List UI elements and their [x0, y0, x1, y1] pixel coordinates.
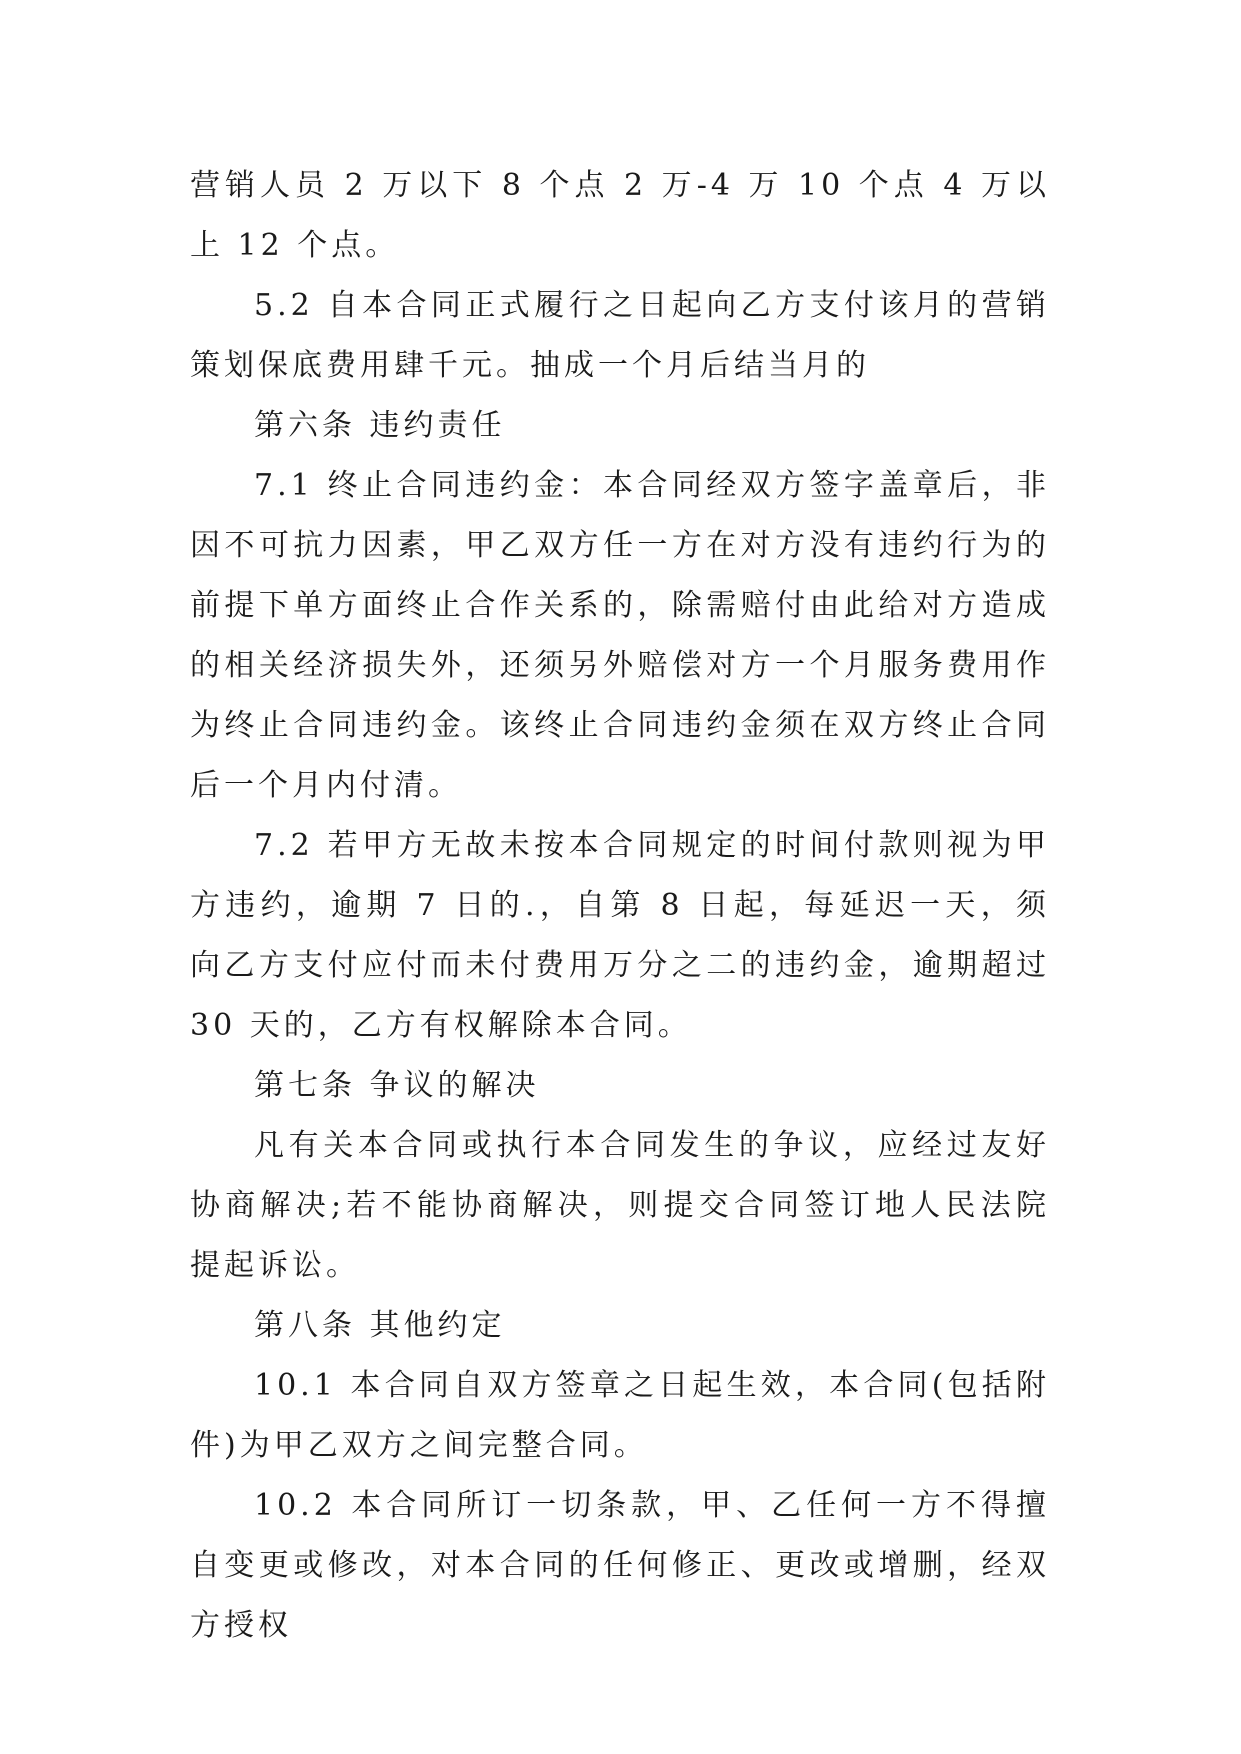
paragraph-clause-5-2: 5.2 自本合同正式履行之日起向乙方支付该月的营销策划保底费用肆千元。抽成一个月后结当月的 — [190, 288, 1050, 383]
document-body — [190, 156, 1050, 1656]
paragraph-clause-7-1: 7.1 终止合同违约金：本合同经双方签字盖章后，非因不可抗力因素，甲乙双方任一方在对方没有违约行为的前提下单方面终止合作关系的，除需赔付由此给对方造成的相关经济损失外，还须另外赔偿对方一个月服务费用作为终止合同违约金。该终止合同违约金须在双方终止合同后一个月内付清。 — [190, 468, 1050, 803]
paragraph-clause-7-2: 7.2 若甲方无故未按本合同规定的时间付款则视为甲方违约，逾期 7 日的.，自第 8 日起，每延迟一天，须向乙方支付应付而未付费用万分之二的违约金，逾期超过 30 天的，乙方有权解除本合同。 — [190, 828, 1050, 1043]
paragraph-dispute-resolution: 凡有关本合同或执行本合同发生的争议，应经过友好协商解决;若不能协商解决，则提交合同签订地人民法院提起诉讼。 — [190, 1128, 1050, 1283]
paragraph-clause-10-2: 10.2 本合同所订一切条款，甲、乙任何一方不得擅自变更或修改，对本合同的任何修正、更改或增删，经双方授权 — [190, 1488, 1050, 1643]
heading-article-7: 第七条 争议的解决 — [254, 1068, 540, 1103]
heading-article-6: 第六条 违约责任 — [254, 408, 506, 443]
heading-article-8: 第八条 其他约定 — [254, 1308, 506, 1343]
paragraph-commission-rates: 营销人员 2 万以下 8 个点 2 万-4 万 10 个点 4 万以上 12 个点。 — [190, 168, 1050, 263]
paragraph-clause-10-1: 10.1 本合同自双方签章之日起生效，本合同(包括附件)为甲乙双方之间完整合同。 — [190, 1368, 1050, 1463]
